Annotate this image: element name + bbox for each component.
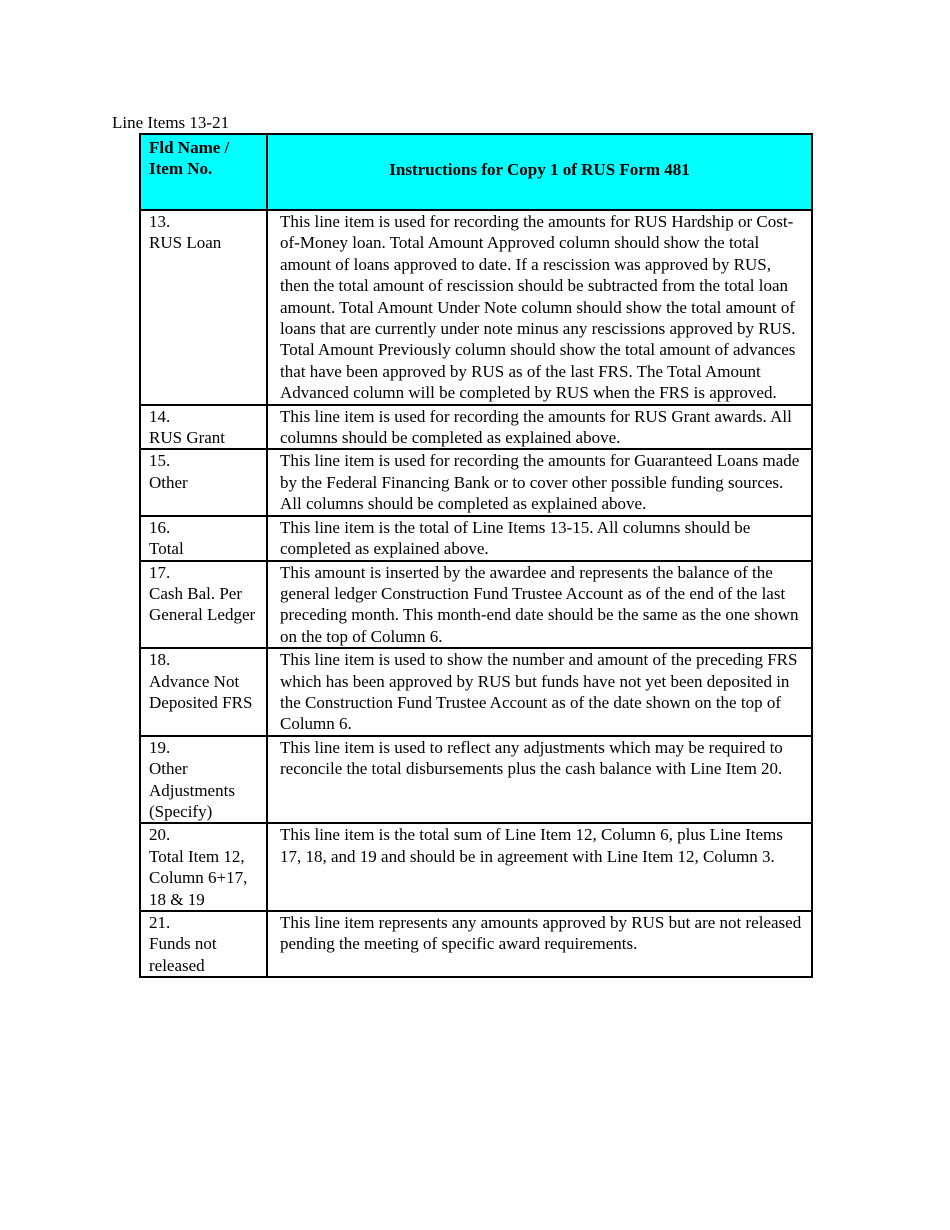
field-name: Other [149, 472, 188, 492]
table-row [140, 561, 812, 649]
instruction-text: This line item represents any amounts approved by RUS but are not released pending the meeting of specific award requirements. [267, 911, 812, 977]
item-number: 17. [149, 562, 171, 582]
field-name: Cash Bal. Per General Ledger [149, 583, 256, 625]
table-row [140, 736, 812, 824]
field-cell [140, 561, 267, 649]
table-row [140, 823, 812, 911]
field-cell [140, 648, 267, 736]
instruction-text: This line item is used for recording the amounts for Guaranteed Loans made by the Federal Financing Bank or to cover other possible funding sources. All columns should be completed as explained above. [267, 449, 812, 515]
table-row [140, 516, 812, 561]
instruction-text: This line item is the total sum of Line Item 12, Column 6, plus Line Items 17, 18, and 19 and should be in agreement with Line Item 12, Column 3. [267, 823, 812, 911]
item-number: 14. [149, 406, 171, 426]
field-cell [140, 823, 267, 911]
item-number: 20. [149, 825, 171, 845]
instructions-column-header: Instructions for Copy 1 of RUS Form 481 [267, 134, 812, 210]
field-cell [140, 736, 267, 824]
item-number: 18. [149, 650, 171, 670]
instruction-text: This line item is used for recording the amounts for RUS Grant awards. All columns should be completed as explained above. [267, 405, 812, 450]
field-name: Total [149, 539, 184, 559]
item-number: 21. [149, 913, 171, 932]
field-name: RUS Grant [149, 428, 226, 448]
table-row [140, 210, 812, 405]
item-number: 16. [149, 517, 171, 537]
line-items-table [139, 133, 813, 978]
instruction-text: This line item is used to reflect any adjustments which may be required to reconcile the total disbursements plus the cash balance with Line Item 20. [267, 736, 812, 824]
field-cell [140, 911, 267, 977]
field-cell [140, 210, 267, 405]
table-row [140, 449, 812, 515]
field-name: Total Item 12, Column 6+17, 18 & 19 [149, 846, 248, 909]
table-caption: Line Items 13-21 [112, 113, 230, 132]
field-name: Advance Not Deposited FRS [149, 671, 253, 712]
item-number: 15. [149, 451, 171, 471]
instruction-text: This line item is used for recording the amounts for RUS Hardship or Cost-of-Money loan. Total Amount Approved column should show the total amount of loans approved to date. If a rescission was approved by RUS, then the total amount of rescission should be subtracted from the total loan amount. Total Amount Under Note column should show the total amount of loans that are currently under note minus any rescissions approved by RUS. Total Amount Previously column should show the total amount of advances that have been approved by RUS as of the last FRS. The Total Amount Advanced column will be completed by RUS when the FRS is approved. [267, 210, 812, 405]
field-cell [140, 449, 267, 515]
instruction-text: This amount is inserted by the awardee and represents the balance of the general ledger Construction Fund Trustee Account as of the end of the last preceding month. This month-end date should be the same as the one shown on the top of Column 6. [267, 561, 812, 649]
field-name: Funds not released [149, 934, 217, 975]
field-cell [140, 516, 267, 561]
field-cell [140, 405, 267, 450]
item-number: 19. [149, 737, 171, 757]
field-name-column-header: Fld Name / Item No. [140, 134, 267, 210]
table-row [140, 405, 812, 450]
field-name: Other Adjustments (Specify) [149, 759, 235, 821]
header-row [140, 134, 812, 210]
table-row [140, 648, 812, 736]
instruction-text: This line item is used to show the number and amount of the preceding FRS which has been approved by RUS but funds have not yet been deposited in the Construction Fund Trustee Account as of the date shown on the top of Column 6. [267, 648, 812, 736]
instruction-text: This line item is the total of Line Items 13-15. All columns should be completed as explained above. [267, 516, 812, 561]
item-number: 13. [149, 212, 171, 231]
field-name: RUS Loan [149, 233, 222, 253]
table-row [140, 911, 812, 977]
